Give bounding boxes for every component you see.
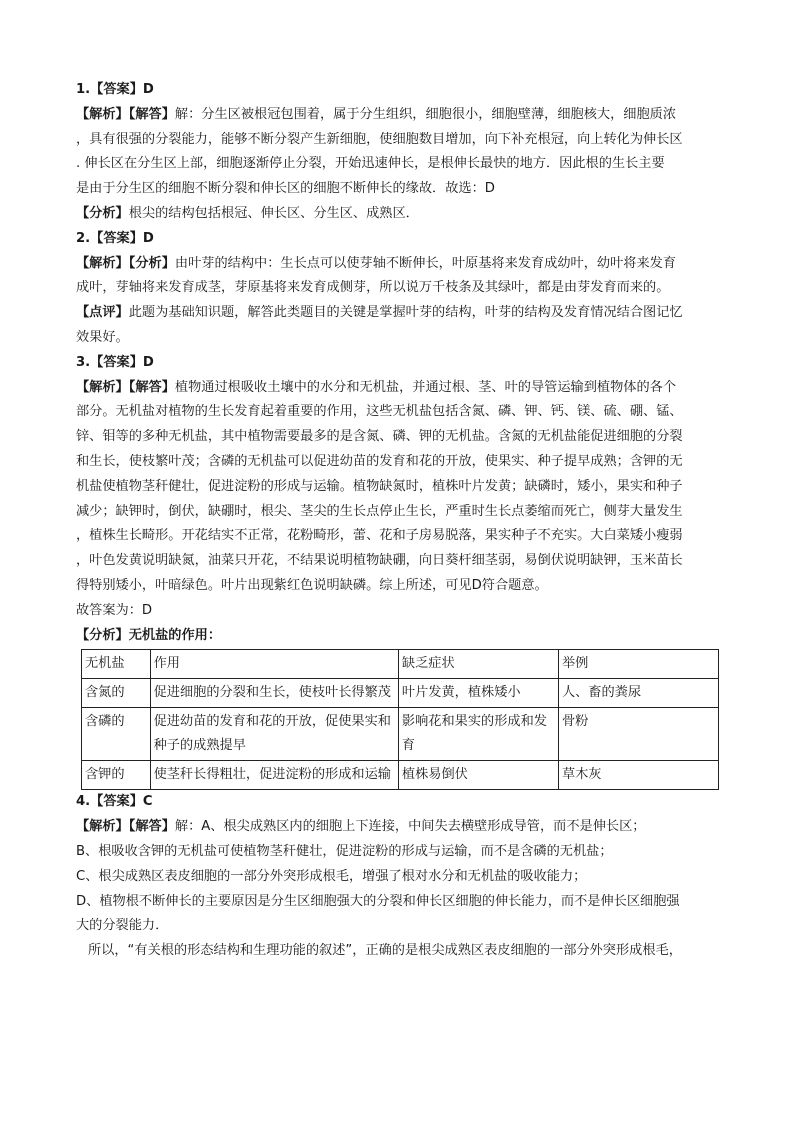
q4-explanation-line: C、根尖成熟区表皮细胞的一部分外突形成根毛，增强了根对水分和无机盐的吸收能力；	[76, 868, 587, 884]
table-cell: 使茎秆长得粗壮，促进淀粉的形成和运输	[150, 761, 398, 790]
q2-explanation-line: 【解析】【分析】由叶芽的结构中：生长点可以使芽轴不断伸长，叶原基将来发育成幼叶，幼叶将来发育	[76, 255, 677, 271]
q4-explanation-line: 【解析】【解答】解：A、根尖成熟区内的细胞上下连接，中间失去横壁形成导管，而不是伸长区；	[76, 819, 646, 835]
q3-explanation-line: 和生长，使枝繁叶茂；含磷的无机盐可以促进幼苗的发育和花的开放，使果实、种子提早成熟；含钾的无	[76, 453, 683, 469]
q2-explanation-line: 成叶，芽轴将来发育成茎，芽原基将来发育成侧芽，所以说万千枝条及其绿叶，都是由芽发育而来的。	[76, 280, 670, 296]
q1-explanation-line: 是由于分生区的细胞不断分裂和伸长区的细胞不断伸长的缘故．故选：D	[76, 181, 495, 197]
table-header-cell: 缺乏症状	[398, 650, 558, 679]
q2-comment: 【点评】此题为基础知识题，解答此类题目的关键是掌握叶芽的结构，叶芽的结构及发育情况结合图记忆	[76, 305, 683, 321]
q4-explanation-line: D、植物根不断伸长的主要原因是分生区细胞强大的分裂和伸长区细胞的伸长能力，而不是伸长区细胞强	[76, 893, 680, 909]
q3-explanation-line: 减少；缺钾时，倒伏，缺硼时，根尖、茎尖的生长点停止生长，严重时生长点萎缩而死亡，侧芽大量发生	[76, 503, 683, 519]
table-row	[82, 679, 719, 708]
table-cell: 植株易倒伏	[398, 761, 558, 790]
table-row	[82, 708, 719, 761]
q1-explanation-tag: 【解析】【解答】	[76, 106, 175, 122]
table-cell: 促进细胞的分裂和生长，使枝叶长得繁茂	[150, 679, 398, 708]
q4-explanation-line: 大的分裂能力．	[76, 918, 169, 934]
q3-explanation-line: ，叶色发黄说明缺氮，油菜只开花，不结果说明植物缺硼，向日葵杆细茎弱，易倒伏说明缺钾，玉米苗长	[76, 553, 683, 569]
table-cell: 骨粉	[558, 708, 718, 761]
q4-explanation-tag: 【解析】【解答】	[76, 819, 175, 835]
table-cell: 促进幼苗的发育和花的开放，促使果实和种子的成熟提早	[150, 708, 398, 761]
q4-explanation-line: B、根吸收含钾的无机盐可使植物茎秆健壮，促进淀粉的形成与运输，而不是含磷的无机盐；	[76, 843, 613, 859]
q3-answer: 3.【答案】D	[76, 354, 154, 370]
table-header-row	[82, 650, 719, 679]
mineral-salt-table	[81, 649, 719, 790]
table-row	[82, 761, 719, 790]
q1-analysis: 【分析】根尖的结构包括根冠、伸长区、分生区、成熟区．	[76, 205, 419, 221]
q4-explanation-line: 所以，“有关根的形态结构和生理功能的叙述”，正确的是根尖成熟区表皮细胞的一部分外突形成根毛，	[88, 943, 682, 959]
q2-explanation-tag: 【解析】【分析】	[76, 255, 175, 271]
table-cell: 人、畜的粪尿	[558, 679, 718, 708]
table-cell: 影响花和果实的形成和发育	[398, 708, 558, 761]
q3-explanation-line: 部分。无机盐对植物的生长发育起着重要的作用，这些无机盐包括含氮、磷、钾、钙、镁、硫、硼、锰、	[76, 404, 683, 420]
q1-explanation-line: ，具有很强的分裂能力，能够不断分裂产生新细胞，使细胞数目增加，向下补充根冠，向上转化为伸长区	[76, 131, 683, 147]
table-cell: 含钾的	[82, 761, 151, 790]
table-cell: 草木灰	[558, 761, 718, 790]
document-page	[76, 78, 721, 964]
q3-explanation-line: ，植株生长畸形。开花结实不正常，花粉畸形，蕾、花和子房易脱落，果实种子不充实。大白菜矮小瘦弱	[76, 528, 683, 544]
q1-answer: 1.【答案】D	[76, 82, 154, 97]
table-header-cell: 举例	[558, 650, 718, 679]
q3-explanation-line: 得特别矮小，叶暗绿色。叶片出现紫红色说明缺磷。综上所述，可见D符合题意。	[76, 577, 548, 593]
q2-answer: 2.【答案】D	[76, 230, 154, 246]
q1-explanation-line: . 伸长区在分生区上部，细胞逐渐停止分裂，开始迅速伸长，是根伸长最快的地方．因此根的生长主要	[76, 156, 665, 172]
q3-explanation-tag: 【解析】【解答】	[76, 379, 175, 395]
q3-explanation-line: 【解析】【解答】植物通过根吸收土壤中的水分和无机盐，并通过根、茎、叶的导管运输到植物体的各个	[76, 379, 677, 395]
q4-answer: 4.【答案】C	[76, 794, 153, 810]
table-cell: 叶片发黄，植株矮小	[398, 679, 558, 708]
q3-analysis: 【分析】无机盐的作用：	[76, 627, 222, 643]
q3-conclusion: 故答案为：D	[76, 602, 153, 618]
q1-explanation-line: 【解析】【解答】解：分生区被根冠包围着，属于分生组织，细胞很小，细胞壁薄，细胞核大，细胞质浓	[76, 106, 677, 122]
q3-explanation-line: 锌、钼等的多种无机盐，其中植物需要最多的是含氮、磷、钾的无机盐。含氮的无机盐能促进细胞的分裂	[76, 429, 683, 445]
table-cell: 含磷的	[82, 708, 151, 761]
table-cell: 含氮的	[82, 679, 151, 708]
table-header-cell: 无机盐	[82, 650, 151, 679]
q3-explanation-line: 机盐使植物茎秆健壮，促进淀粉的形成与运输。植物缺氮时，植株叶片发黄；缺磷时，矮小，果实和种子	[76, 478, 683, 494]
q2-comment-line: 效果好。	[76, 329, 129, 345]
table-header-cell: 作用	[150, 650, 398, 679]
